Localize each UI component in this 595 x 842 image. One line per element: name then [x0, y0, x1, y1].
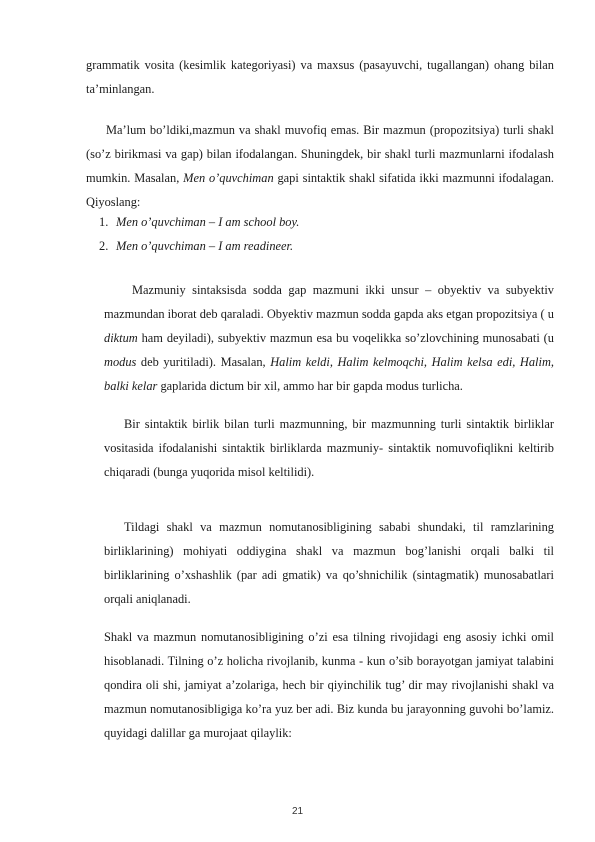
- page-number: 21: [291, 806, 304, 817]
- text-run: Ma’lum bo’ldiki,mazmun va shakl muvofiq emas. Bir mazmun (propozitsiya) turli shakl (so’z birikmasi va gap) bilan ifodalangan. Shuningdek, bir shakl turli mazmunlarni ifodalash mumkin. Masalan,: [86, 123, 554, 185]
- text-run: gapi sintaktik shakl sifatida ikki mazmunni ifodalagan. Qiyoslang:: [86, 171, 554, 209]
- example-list: [99, 210, 299, 258]
- list-number: 2.: [99, 239, 109, 253]
- paragraph-form-content: [86, 118, 554, 214]
- list-item: [99, 210, 299, 234]
- paragraph-dictum-modus: [104, 278, 554, 398]
- example-sentences: Halim keldi, Halim kelmoqchi, Halim kelsa edi, Halim, balki kelar: [104, 355, 554, 393]
- paragraph-syntactic-mismatch: Bir sintaktik birlik bilan turli mazmunning, bir mazmunning turli sintaktik birliklar vositasida ifodalanishi sintaktik birliklarda mazmuniy- sintaktik nomuvofiqlikni keltirib chiqaradi (bunga yuqorida misol keltilidi).: [104, 417, 554, 479]
- term-diktum: diktum: [104, 331, 138, 345]
- text-run: gaplarida dictum bir xil, ammo har bir gapda modus turlicha.: [157, 379, 463, 393]
- text-run: Mazmuniy sintaksisda sodda gap mazmuni ikki unsur – obyektiv va subyektiv mazmundan iborat deb qaraladi. Obyektiv mazmun sodda gapda aks etgan propozitsiya ( u: [104, 283, 554, 321]
- text-run: ham deyiladi), subyektiv mazmun esa bu voqelikka so’zlovchining munosabati (u: [137, 331, 554, 345]
- list-text: Men o’quvchiman – I am school boy.: [116, 215, 300, 229]
- paragraph-development: Shakl va mazmun nomutanosibligining o’zi esa tilning rivojidagi eng asosiy ichki omil hisoblanadi. Tilning o’z holicha rivojlanib, kunma - kun o’sib borayotgan jamiyat talabini qondira oli shi, jamiyat a’zolariga, hech bir qiyinchilik tug’ dir may rivojlanishi shakl va mazmun nomutanosibligiga ko’ra yuz ber adi. Biz kunda bu jarayonning guvohi bo’lamiz. quyidagi dalillar ga murojaat qilaylik:: [104, 630, 554, 740]
- example-sentence: Men o’quvchiman: [183, 171, 274, 185]
- text-run: deb yuritiladi). Masalan,: [136, 355, 271, 369]
- paragraph-reason: Tildagi shakl va mazmun nomutanosibligining sababi shundaki, til ramzlarining birliklarining) mohiyati oddiygina shakl va mazmun bog’lanishi orqali balki til birliklarining o’xshashlik (par adi gmatik) va qo’shnichilik (sintagmatik) munosabatlari orqali aniqlanadi.: [104, 520, 554, 606]
- list-number: 1.: [99, 215, 109, 229]
- paragraph-continuation: grammatik vosita (kesimlik kategoriyasi) va maxsus (pasayuvchi, tugallangan) ohang bilan ta’minlangan.: [86, 58, 554, 96]
- list-text: Men o’quvchiman – I am readineer.: [116, 239, 294, 253]
- list-item: [99, 234, 299, 258]
- term-modus: modus: [104, 355, 137, 369]
